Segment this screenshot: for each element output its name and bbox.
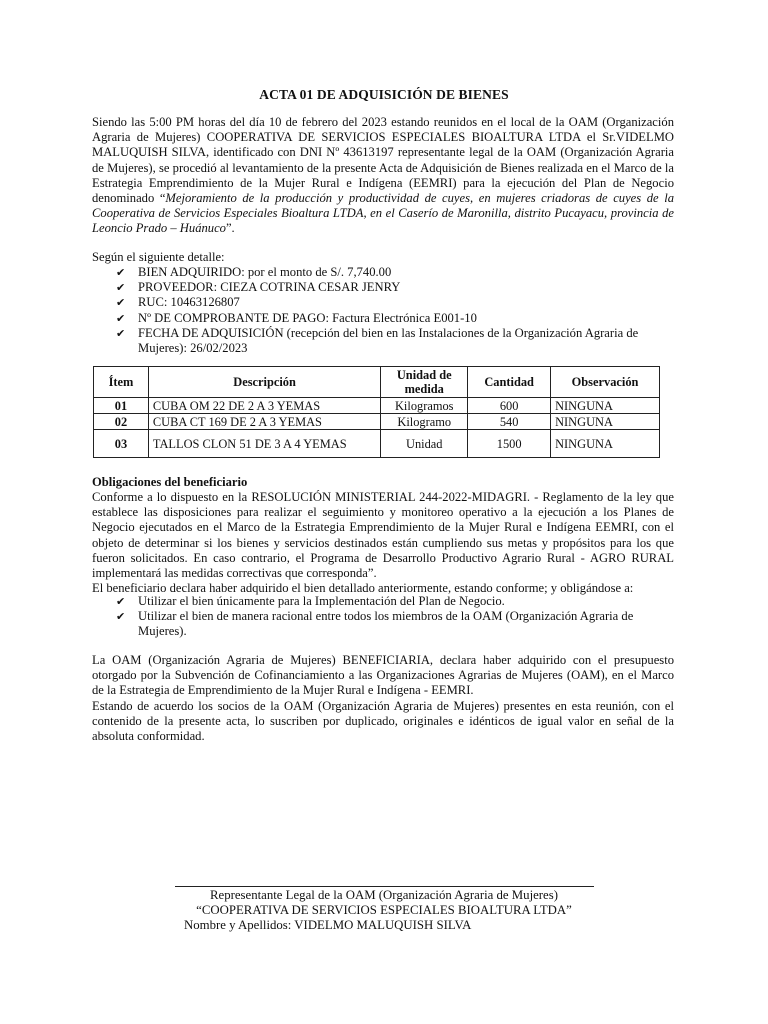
- header-item: Ítem: [94, 367, 149, 398]
- detail-item-text: Nº DE COMPROBANTE DE PAGO: Factura Electrónica E001-10: [138, 310, 477, 325]
- checkmark-icon: ✔: [116, 595, 126, 608]
- intro-text-end: ”.: [225, 221, 235, 236]
- obligations-list: [92, 594, 674, 640]
- document-title: ACTA 01 DE ADQUISICIÓN DE BIENES: [259, 87, 509, 102]
- signature-name: Nombre y Apellidos: VIDELMO MALUQUISH SILVA: [184, 918, 472, 932]
- project-name: Mejoramiento de la producción y productividad de cuyes, en mujeres criadoras de cuyes de la Cooperativa de Servicios Especiales Bioaltura LTDA, en el Caserío de Maronilla, distrito Pucayacu, provincia de Leoncio Prado – Huánuco: [92, 191, 674, 236]
- checkmark-icon: ✔: [116, 266, 126, 279]
- table-row: [94, 398, 660, 414]
- cell-item: 03: [94, 430, 149, 458]
- intro-text: Siendo las 5:00 PM horas del día 10 de febrero del 2023 estando reunidos en el local de la OAM (Organización Agraria de Mujeres) COOPERATIVA DE SERVICIOS ESPECIALES BIOALTURA LTDA el Sr.VIDELMO MALUQUISH SILVA, identificado con DNI Nº 43613197 representante legal de la OAM (Organización Agraria de Mujeres), se procedió al levantamiento de la presente Acta de Adquisición de Bienes realizada en el Marco de la Estrategia Emprendimiento de la Mujer Rural e Indígena (EEMRI) para la ejecución del Plan de Negocio denominado “: [92, 115, 674, 206]
- checkmark-icon: ✔: [116, 326, 126, 340]
- obligation-item-text: Utilizar el bien únicamente para la Implementación del Plan de Negocio.: [138, 594, 505, 608]
- list-item: [92, 326, 674, 356]
- header-description: Descripción: [148, 367, 380, 398]
- table-header-row: [94, 367, 660, 398]
- detail-item-text: FECHA DE ADQUISICIÓN (recepción del bien en las Instalaciones de la Organización Agraria de Mujeres): 26/02/2023: [138, 325, 639, 356]
- obligations-body: [92, 490, 674, 596]
- list-item: [92, 594, 674, 609]
- checkmark-icon: ✔: [116, 311, 126, 325]
- checkmark-icon: ✔: [116, 610, 126, 624]
- obligation-item-text: Utilizar el bien de manera racional entre todos los miembros de la OAM (Organización Agraria de Mujeres).: [138, 609, 634, 639]
- signature-organization: “COOPERATIVA DE SERVICIOS ESPECIALES BIOALTURA LTDA”: [196, 903, 572, 917]
- intro-paragraph: [92, 115, 674, 237]
- cell-unit: Unidad: [381, 430, 468, 458]
- table-row: [94, 414, 660, 430]
- header-quantity: Cantidad: [468, 367, 551, 398]
- cell-item: 02: [94, 414, 149, 430]
- cell-unit: Kilogramos: [381, 398, 468, 414]
- closing-paragraph: La OAM (Organización Agraria de Mujeres) BENEFICIARIA, declara haber adquirido con el presupuesto otorgado por la Subvención de Cofinanciamiento a las Organizaciones Agrarias de Mujeres (OAM), en el Marco de la Estrategia de Emprendimiento de la Mujer Rural e Indígena - EEMRI.: [92, 653, 674, 698]
- detail-item-text: BIEN ADQUIRIDO: por el monto de S/. 7,740.00: [138, 265, 392, 279]
- obligations-paragraph: Conforme a lo dispuesto en la RESOLUCIÓN MINISTERIAL 244-2022-MIDAGRI. - Reglamento de la ley que establece las disposiciones para realizar el seguimiento y monitoreo operativo a la ejecución a los Planes de Negocio ejecutados en el Marco de la Estrategia Emprendimiento de la Mujer Rural e Indígena EEMRI, con el objeto de determinar si los bienes y servicios destinados están cumpliendo sus metas y propósitos para los que fueron solicitados. En caso contrario, el Programa de Desarrollo Productivo Agrario Rural - AGRO RURAL implementará las medidas correctivas que corresponda”.: [92, 490, 674, 581]
- cell-item: 01: [94, 398, 149, 414]
- obligations-heading: Obligaciones del beneficiario: [92, 475, 248, 489]
- table-row: [94, 430, 660, 458]
- cell-quantity: 540: [468, 414, 551, 430]
- cell-observation: NINGUNA: [551, 430, 660, 458]
- cell-description: TALLOS CLON 51 DE 3 A 4 YEMAS: [148, 430, 380, 458]
- signature-line: [175, 886, 594, 887]
- closing-paragraph: Estando de acuerdo los socios de la OAM (Organización Agraria de Mujeres) presentes en esta reunión, con el contenido de la presente acta, lo suscriben por duplicado, originales e idénticos de igual valor en señal de la absoluta conformidad.: [92, 698, 674, 744]
- detail-item-text: PROVEEDOR: CIEZA COTRINA CESAR JENRY: [138, 280, 401, 295]
- signature-role: Representante Legal de la OAM (Organización Agraria de Mujeres): [210, 888, 558, 902]
- cell-quantity: 600: [468, 398, 551, 414]
- list-item: [92, 311, 674, 326]
- items-table: [93, 366, 660, 458]
- detail-list: [92, 265, 674, 356]
- cell-unit: Kilogramo: [381, 414, 468, 430]
- detail-heading: Según el siguiente detalle:: [92, 250, 225, 264]
- header-observation: Observación: [551, 367, 660, 398]
- list-item: [92, 265, 674, 280]
- detail-item-text: RUC: 10463126807: [138, 295, 240, 310]
- header-unit: Unidad de medida: [381, 367, 468, 398]
- cell-quantity: 1500: [468, 430, 551, 458]
- closing-section: [92, 653, 674, 744]
- cell-description: CUBA CT 169 DE 2 A 3 YEMAS: [148, 414, 380, 430]
- list-item: [92, 295, 674, 310]
- list-item: [92, 609, 674, 639]
- obligations-paragraph: El beneficiario declara haber adquirido el bien detallado anteriormente, estando conforme; y obligándose a:: [92, 581, 634, 596]
- cell-description: CUBA OM 22 DE 2 A 3 YEMAS: [148, 398, 380, 414]
- checkmark-icon: ✔: [116, 281, 126, 295]
- cell-observation: NINGUNA: [551, 414, 660, 430]
- list-item: [92, 280, 674, 295]
- cell-observation: NINGUNA: [551, 398, 660, 414]
- checkmark-icon: ✔: [116, 296, 126, 310]
